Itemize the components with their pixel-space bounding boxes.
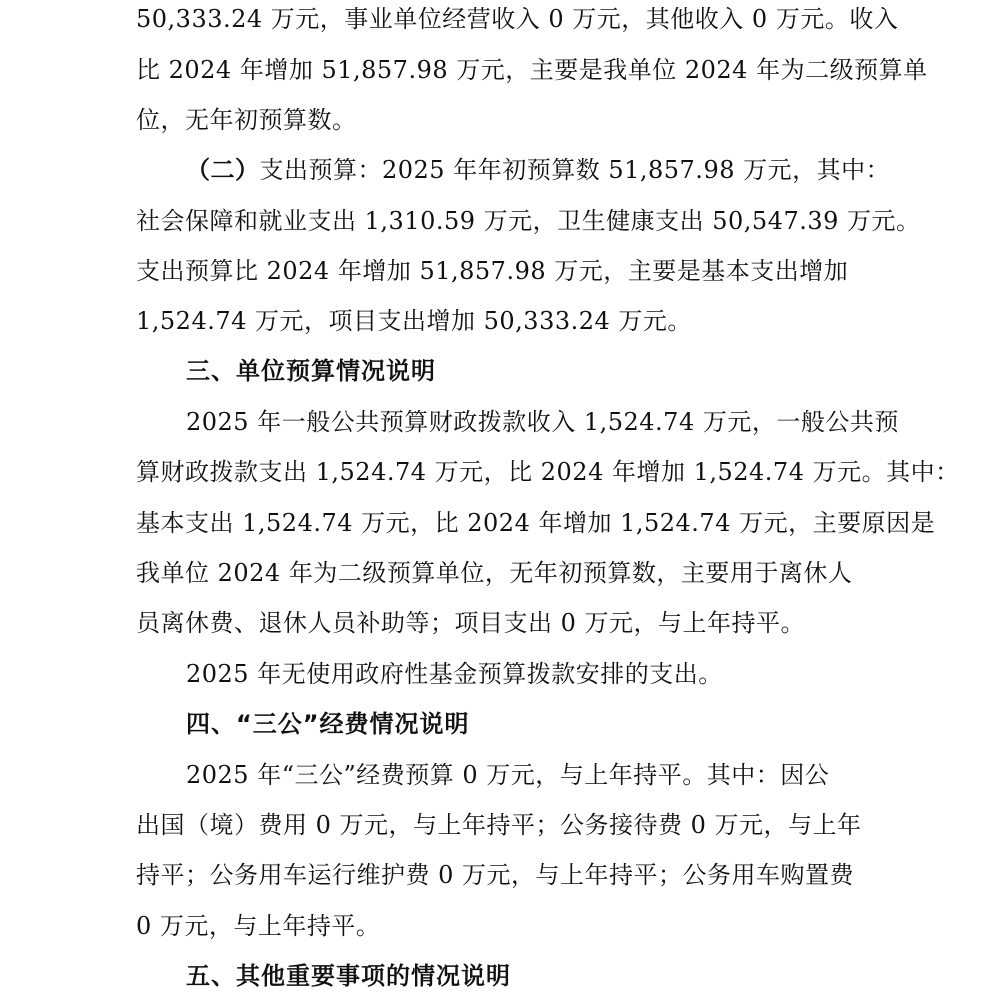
paragraph-line: 2025 年一般公共预算财政拨款收入 1,524.74 万元，一般公共预 [186,408,899,436]
section-heading: 三、单位预算情况说明 [186,357,436,385]
paragraph-line: 1,524.74 万元，项目支出增加 50,333.24 万元。 [136,307,692,335]
paragraph-line: 算财政拨款支出 1,524.74 万元，比 2024 年增加 1,524.74 万元。其中： [136,458,960,486]
subsection-label: （二） [186,155,260,184]
subsection-heading-text: 支出预算：2025 年年初预算数 51,857.98 万元，其中： [259,156,891,184]
paragraph-line: 持平；公务用车运行维护费 0 万元，与上年持平；公务用车购置费 [136,861,855,889]
paragraph-line: 50,333.24 万元，事业单位经营收入 0 万元，其他收入 0 万元。收入 [136,5,899,33]
paragraph-line: 基本支出 1,524.74 万元，比 2024 年增加 1,524.74 万元，主要原因是 [136,509,936,537]
paragraph-line: 比 2024 年增加 51,857.98 万元，主要是我单位 2024 年为二级预算单 [136,56,928,84]
section-heading: 四、“三公”经费情况说明 [186,710,470,738]
paragraph-line: 我单位 2024 年为二级预算单位，无年初预算数，主要用于离休人 [136,559,853,587]
paragraph-line: 2025 年“三公”经费预算 0 万元，与上年持平。其中：因公 [186,761,830,789]
paragraph-line: 社会保障和就业支出 1,310.59 万元，卫生健康支出 50,547.39 万元。 [136,207,921,235]
subsection-heading-line [186,155,890,185]
paragraph-line: 员离休费、退休人员补助等；项目支出 0 万元，与上年持平。 [136,609,806,637]
paragraph-line: 2025 年无使用政府性基金预算拨款安排的支出。 [186,660,723,688]
paragraph-line: 支出预算比 2024 年增加 51,857.98 万元，主要是基本支出增加 [136,257,849,285]
paragraph-line: 出国（境）费用 0 万元，与上年持平；公务接待费 0 万元，与上年 [136,811,862,839]
paragraph-line: 位，无年初预算数。 [136,106,357,134]
section-heading: 五、其他重要事项的情况说明 [186,962,511,990]
paragraph-line: 0 万元，与上年持平。 [136,912,381,940]
